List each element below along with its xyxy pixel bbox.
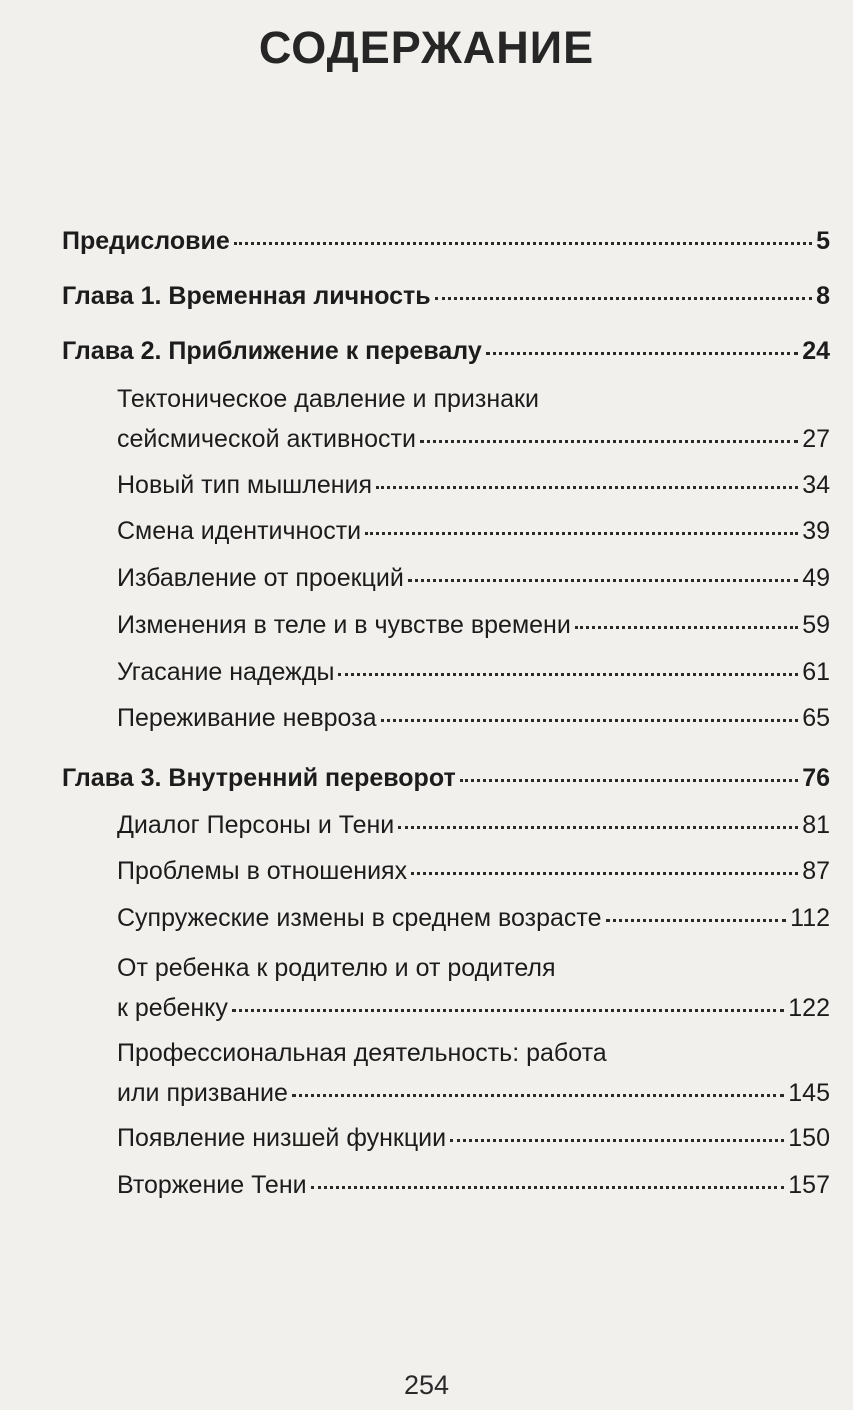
dot-leader	[435, 297, 812, 300]
dot-leader	[575, 626, 798, 629]
dot-leader	[486, 352, 798, 355]
entry-title: Угасание надежды	[117, 658, 335, 686]
entry-title: Глава 1. Временная личность	[62, 282, 431, 310]
entry-title: Глава 2. Приближение к перевалу	[62, 337, 482, 365]
toc-subentry	[117, 379, 830, 459]
entry-page: 112	[790, 904, 830, 932]
entry-title-line-1: Профессиональная деятельность: работа	[117, 1039, 607, 1067]
entry-page: 61	[802, 658, 830, 686]
entry-title: Диалог Персоны и Тени	[117, 811, 395, 839]
dot-leader	[292, 1094, 784, 1097]
toc-subentry	[117, 605, 830, 645]
dot-leader	[311, 1186, 785, 1189]
toc-subentry	[117, 1165, 830, 1205]
toc-subentry	[117, 1118, 830, 1158]
entry-title: Проблемы в отношениях	[117, 857, 408, 885]
entry-title: Предисловие	[62, 227, 230, 255]
toc-subentry	[117, 698, 830, 738]
entry-title: Супружеские измены в среднем возрасте	[117, 904, 602, 932]
toc-subentry	[117, 1033, 830, 1113]
toc-subentry	[117, 805, 830, 845]
page-title: СОДЕРЖАНИЕ	[258, 22, 595, 73]
entry-title-line-2: сейсмической активности	[117, 425, 416, 453]
toc-subentry	[117, 558, 830, 598]
entry-title: Новый тип мышления	[117, 471, 373, 499]
entry-page: 59	[802, 611, 830, 639]
dot-leader	[232, 1009, 784, 1012]
dot-leader	[460, 779, 798, 782]
entry-title-line-1: От ребенка к родителю и от родителя	[117, 954, 556, 982]
entry-page: 34	[802, 471, 830, 499]
dot-leader	[381, 719, 799, 722]
entry-title: Смена идентичности	[117, 517, 362, 545]
dot-leader	[365, 532, 798, 535]
toc-subentry	[117, 898, 830, 938]
toc-subentry	[117, 465, 830, 505]
entry-title: Появление низшей функции	[117, 1124, 447, 1152]
entry-page: 150	[788, 1124, 830, 1152]
dot-leader	[338, 673, 798, 676]
entry-page: 157	[788, 1171, 830, 1199]
entry-page: 145	[788, 1079, 830, 1107]
toc-entry-chapter-3	[62, 758, 830, 798]
entry-page: 5	[816, 227, 830, 255]
entry-title: Изменения в теле и в чувстве времени	[117, 611, 571, 639]
entry-page: 8	[816, 282, 830, 310]
entry-title-line-2: или призвание	[117, 1079, 288, 1107]
entry-title: Глава 3. Внутренний переворот	[62, 764, 456, 792]
dot-leader	[408, 579, 798, 582]
toc-entry-chapter-1	[62, 276, 830, 316]
entry-page: 76	[802, 764, 830, 792]
entry-title: Избавление от проекций	[117, 564, 404, 592]
entry-page: 39	[802, 517, 830, 545]
entry-page: 81	[802, 811, 830, 839]
entry-page: 24	[802, 337, 830, 365]
toc-entry-chapter-2	[62, 331, 830, 371]
dot-leader	[450, 1139, 784, 1142]
entry-page: 49	[802, 564, 830, 592]
dot-leader	[376, 486, 798, 489]
page-number: 254	[403, 1370, 450, 1400]
toc-subentry	[117, 652, 830, 692]
toc-subentry	[117, 851, 830, 891]
entry-title: Вторжение Тени	[117, 1171, 307, 1199]
entry-title-line-2: к ребенку	[117, 994, 228, 1022]
entry-title-line-1: Тектоническое давление и признаки	[117, 385, 539, 413]
dot-leader	[398, 826, 798, 829]
entry-page: 87	[802, 857, 830, 885]
toc-subentry	[117, 948, 830, 1028]
toc-subentry	[117, 511, 830, 551]
entry-page: 122	[788, 994, 830, 1022]
dot-leader	[411, 872, 798, 875]
entry-page: 65	[802, 704, 830, 732]
dot-leader	[420, 440, 798, 443]
entry-page: 27	[802, 425, 830, 453]
toc-entry-preface	[62, 221, 830, 261]
dot-leader	[606, 919, 787, 922]
dot-leader	[234, 242, 812, 245]
entry-title: Переживание невроза	[117, 704, 377, 732]
